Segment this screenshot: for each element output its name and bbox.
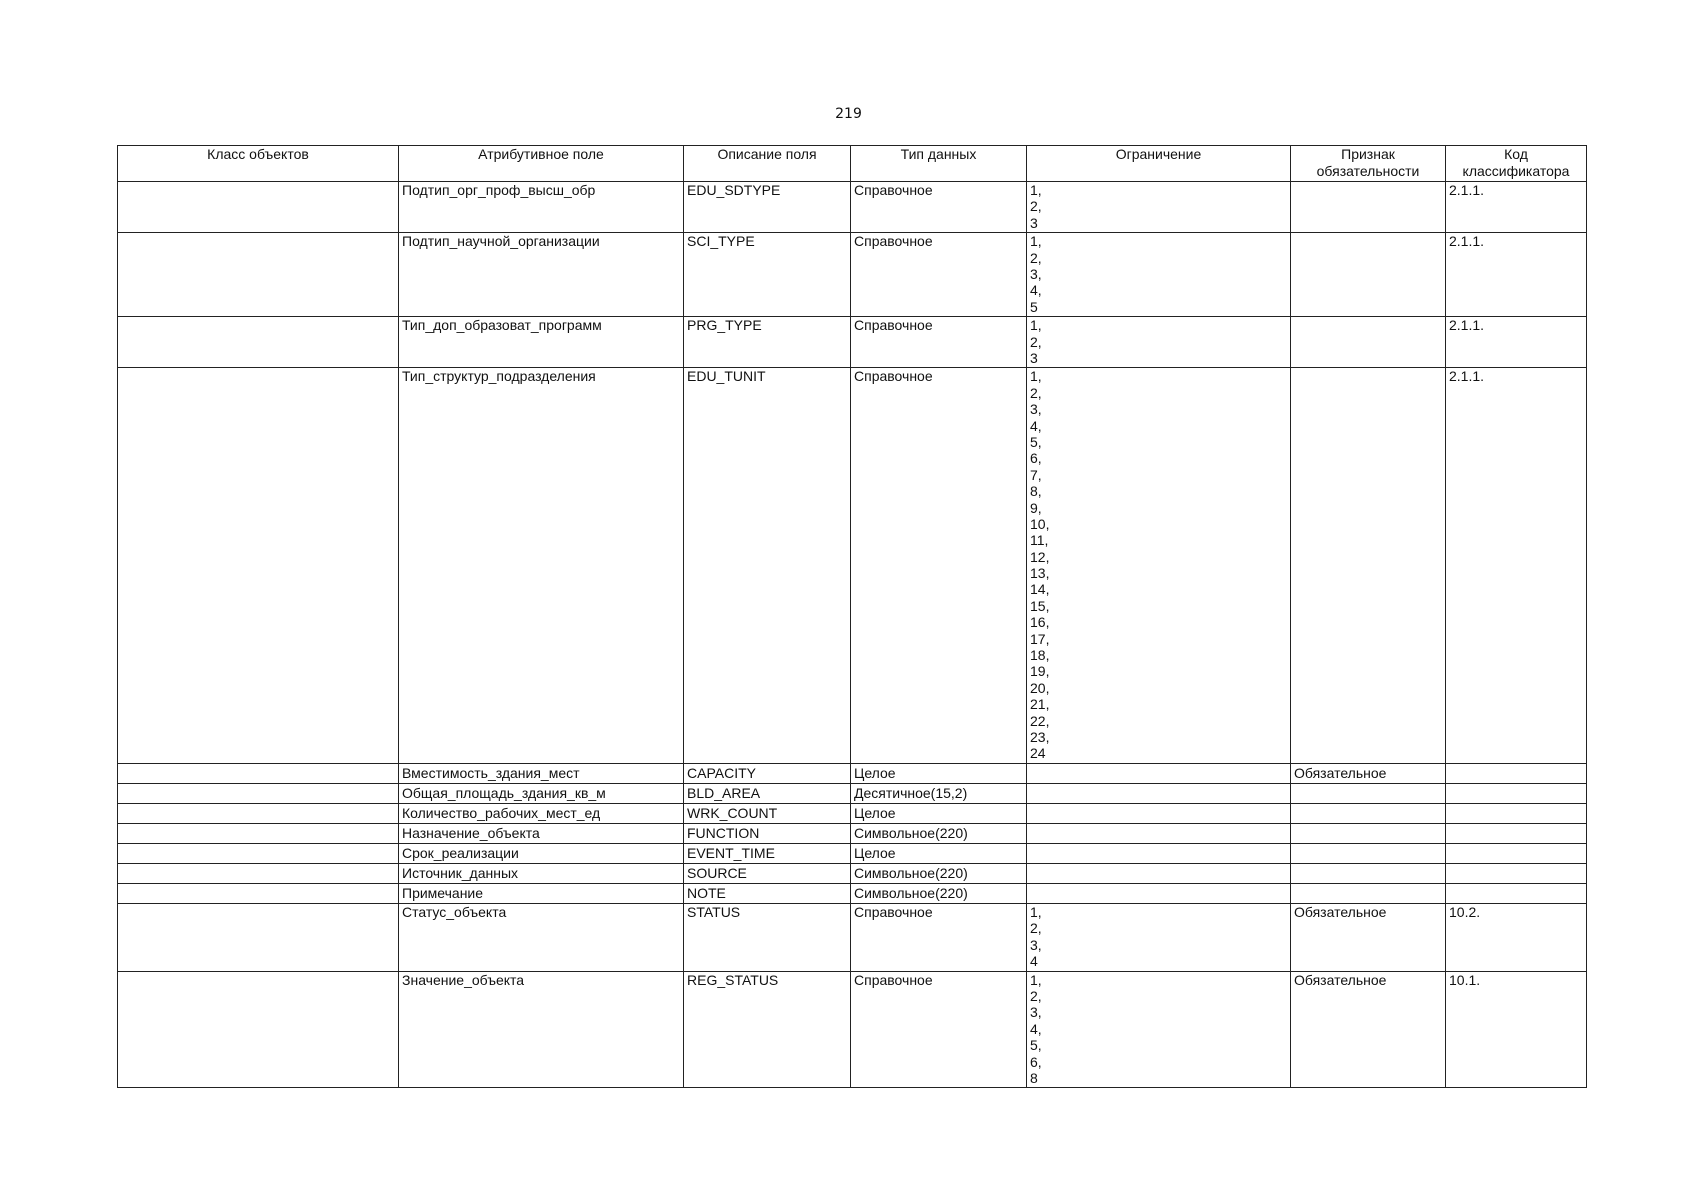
- constraint-value: 11,: [1030, 532, 1049, 549]
- data-type-cell: Целое: [851, 803, 1027, 823]
- required-flag-cell: [1291, 317, 1446, 368]
- table-row: [118, 883, 1587, 903]
- attribute-field-cell: Подтип_научной_организации: [399, 233, 684, 317]
- attribute-field-cell: Источник_данных: [399, 863, 684, 883]
- object-class-cell: [118, 182, 399, 233]
- constraint-cell: [1027, 317, 1291, 368]
- required-flag-cell: [1291, 368, 1446, 764]
- constraint-cell: [1027, 803, 1291, 823]
- table-row: [118, 783, 1587, 803]
- constraint-cell: [1027, 883, 1291, 903]
- field-description-cell: EVENT_TIME: [684, 843, 851, 863]
- classifier-code-cell: [1446, 883, 1587, 903]
- table-row: [118, 971, 1587, 1088]
- object-class-cell: [118, 843, 399, 863]
- constraint-value: 17,: [1030, 630, 1050, 647]
- attribute-field-cell: Тип_доп_образоват_программ: [399, 317, 684, 368]
- constraint-value: 2,: [1030, 249, 1042, 266]
- constraint-value: 3,: [1030, 936, 1042, 953]
- constraint-cell: [1027, 182, 1291, 233]
- data-type-cell: Целое: [851, 843, 1027, 863]
- column-header: Класс объектов: [118, 146, 399, 182]
- field-description-cell: CAPACITY: [684, 763, 851, 783]
- data-type-cell: Справочное: [851, 903, 1027, 971]
- constraint-value: 1,: [1030, 182, 1042, 198]
- constraint-cell: [1027, 863, 1291, 883]
- field-description-cell: WRK_COUNT: [684, 803, 851, 823]
- attribute-field-cell: Значение_объекта: [399, 971, 684, 1088]
- constraint-value: 7,: [1030, 466, 1042, 483]
- attribute-field-cell: Тип_структур_подразделения: [399, 368, 684, 764]
- object-class-cell: [118, 233, 399, 317]
- constraint-value: 10,: [1030, 515, 1050, 532]
- object-class-cell: [118, 803, 399, 823]
- object-class-cell: [118, 783, 399, 803]
- classifier-code-cell: [1446, 863, 1587, 883]
- constraint-value: 22,: [1030, 712, 1050, 729]
- data-type-cell: Справочное: [851, 233, 1027, 317]
- field-description-cell: NOTE: [684, 883, 851, 903]
- constraint-value: 2,: [1030, 920, 1042, 937]
- data-type-cell: Символьное(220): [851, 863, 1027, 883]
- attribute-table: [117, 145, 1587, 1088]
- constraint-value: 3: [1030, 214, 1038, 231]
- classifier-code-cell: 2.1.1.: [1446, 368, 1587, 764]
- table-row: [118, 763, 1587, 783]
- data-type-cell: Справочное: [851, 971, 1027, 1088]
- field-description-cell: SCI_TYPE: [684, 233, 851, 317]
- object-class-cell: [118, 317, 399, 368]
- object-class-cell: [118, 971, 399, 1088]
- constraint-value: 1,: [1030, 317, 1042, 334]
- table-row: [118, 803, 1587, 823]
- classifier-code-cell: 2.1.1.: [1446, 233, 1587, 317]
- required-flag-cell: [1291, 863, 1446, 883]
- column-header: Описание поля: [684, 146, 851, 182]
- constraint-value: 12,: [1030, 548, 1050, 565]
- classifier-code-cell: 10.1.: [1446, 971, 1587, 1088]
- constraint-value: 5,: [1030, 1037, 1042, 1054]
- attribute-field-cell: Подтип_орг_проф_высш_обр: [399, 182, 684, 233]
- constraint-cell: [1027, 903, 1291, 971]
- constraint-cell: [1027, 763, 1291, 783]
- field-description-cell: PRG_TYPE: [684, 317, 851, 368]
- constraint-value: 15,: [1030, 597, 1050, 614]
- data-type-cell: Справочное: [851, 368, 1027, 764]
- table-row: [118, 843, 1587, 863]
- required-flag-cell: Обязательное: [1291, 971, 1446, 1088]
- constraint-value: 4,: [1030, 1020, 1042, 1037]
- field-description-cell: REG_STATUS: [684, 971, 851, 1088]
- constraint-value: 1,: [1030, 903, 1042, 920]
- constraint-value: 2,: [1030, 333, 1042, 350]
- constraint-value: 19,: [1030, 663, 1050, 680]
- constraint-value: 6,: [1030, 450, 1042, 467]
- field-description-cell: EDU_TUNIT: [684, 368, 851, 764]
- classifier-code-cell: [1446, 823, 1587, 843]
- table-row: [118, 182, 1587, 233]
- object-class-cell: [118, 903, 399, 971]
- constraint-value: 1,: [1030, 368, 1042, 385]
- constraint-value: 6,: [1030, 1053, 1042, 1070]
- classifier-code-cell: 2.1.1.: [1446, 317, 1587, 368]
- object-class-cell: [118, 823, 399, 843]
- attribute-field-cell: Количество_рабочих_мест_ед: [399, 803, 684, 823]
- field-description-cell: FUNCTION: [684, 823, 851, 843]
- table-row: [118, 823, 1587, 843]
- constraint-cell: [1027, 971, 1291, 1088]
- attribute-field-cell: Назначение_объекта: [399, 823, 684, 843]
- constraint-value: 3: [1030, 349, 1038, 366]
- required-flag-cell: [1291, 803, 1446, 823]
- constraint-value: 3,: [1030, 1004, 1042, 1021]
- constraint-value: 2,: [1030, 987, 1042, 1004]
- field-description-cell: STATUS: [684, 903, 851, 971]
- table-row: [118, 903, 1587, 971]
- constraint-value: 2,: [1030, 198, 1042, 215]
- field-description-cell: EDU_SDTYPE: [684, 182, 851, 233]
- classifier-code-cell: 10.2.: [1446, 903, 1587, 971]
- table-row: [118, 863, 1587, 883]
- constraint-value: 8,: [1030, 483, 1042, 500]
- constraint-value: 20,: [1030, 679, 1050, 696]
- table-row: [118, 317, 1587, 368]
- constraint-cell: [1027, 368, 1291, 764]
- required-flag-cell: [1291, 182, 1446, 233]
- constraint-value: 4: [1030, 953, 1038, 970]
- required-flag-cell: [1291, 823, 1446, 843]
- constraint-cell: [1027, 843, 1291, 863]
- constraint-value: 24: [1030, 745, 1046, 762]
- page-number: 219: [835, 106, 862, 122]
- attribute-field-cell: Общая_площадь_здания_кв_м: [399, 783, 684, 803]
- column-header: Атрибутивное поле: [399, 146, 684, 182]
- constraint-value: 4,: [1030, 282, 1042, 299]
- data-type-cell: Символьное(220): [851, 823, 1027, 843]
- constraint-value: 18,: [1030, 647, 1050, 664]
- required-flag-cell: [1291, 783, 1446, 803]
- constraint-value: 13,: [1030, 565, 1050, 582]
- constraint-cell: [1027, 233, 1291, 317]
- column-header: Тип данных: [851, 146, 1027, 182]
- constraint-value: 21,: [1030, 696, 1050, 713]
- table-row: [118, 233, 1587, 317]
- constraint-cell: [1027, 783, 1291, 803]
- table-body: [118, 182, 1587, 1088]
- classifier-code-cell: [1446, 843, 1587, 863]
- constraint-value: 5: [1030, 298, 1038, 315]
- object-class-cell: [118, 368, 399, 764]
- table-header-row: [118, 146, 1587, 182]
- classifier-code-cell: [1446, 803, 1587, 823]
- data-type-cell: Справочное: [851, 182, 1027, 233]
- attribute-field-cell: Статус_объекта: [399, 903, 684, 971]
- field-description-cell: BLD_AREA: [684, 783, 851, 803]
- constraint-value: 1,: [1030, 971, 1042, 988]
- required-flag-cell: [1291, 883, 1446, 903]
- constraint-value: 9,: [1030, 499, 1042, 516]
- column-header: Признак обязательности: [1291, 146, 1446, 182]
- constraint-value: 8: [1030, 1069, 1038, 1086]
- attribute-field-cell: Срок_реализации: [399, 843, 684, 863]
- attribute-field-cell: Примечание: [399, 883, 684, 903]
- constraint-value: 2,: [1030, 384, 1042, 401]
- classifier-code-cell: [1446, 763, 1587, 783]
- constraint-value: 16,: [1030, 614, 1050, 631]
- required-flag-cell: [1291, 233, 1446, 317]
- object-class-cell: [118, 763, 399, 783]
- constraint-value: 5,: [1030, 433, 1042, 450]
- field-description-cell: SOURCE: [684, 863, 851, 883]
- constraint-value: 4,: [1030, 417, 1042, 434]
- constraint-cell: [1027, 823, 1291, 843]
- column-header: Код классификатора: [1446, 146, 1587, 182]
- object-class-cell: [118, 883, 399, 903]
- constraint-value: 3,: [1030, 265, 1042, 282]
- column-header: Ограничение: [1027, 146, 1291, 182]
- required-flag-cell: Обязательное: [1291, 903, 1446, 971]
- required-flag-cell: [1291, 843, 1446, 863]
- data-type-cell: Символьное(220): [851, 883, 1027, 903]
- constraint-value: 23,: [1030, 728, 1050, 745]
- object-class-cell: [118, 863, 399, 883]
- constraint-value: 1,: [1030, 233, 1042, 250]
- classifier-code-cell: 2.1.1.: [1446, 182, 1587, 233]
- data-type-cell: Целое: [851, 763, 1027, 783]
- data-type-cell: Десятичное(15,2): [851, 783, 1027, 803]
- data-type-cell: Справочное: [851, 317, 1027, 368]
- constraint-value: 3,: [1030, 401, 1042, 418]
- attribute-field-cell: Вместимость_здания_мест: [399, 763, 684, 783]
- classifier-code-cell: [1446, 783, 1587, 803]
- constraint-value: 14,: [1030, 581, 1050, 598]
- required-flag-cell: Обязательное: [1291, 763, 1446, 783]
- table-row: [118, 368, 1587, 764]
